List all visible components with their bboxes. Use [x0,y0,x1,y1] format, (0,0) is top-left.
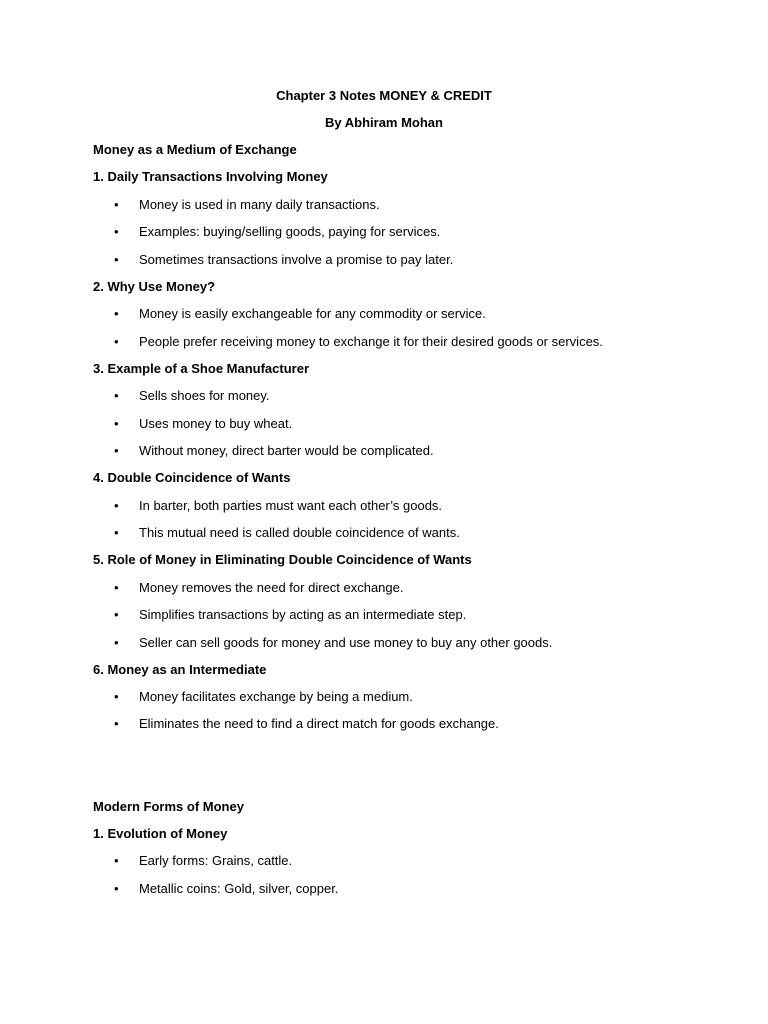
bullet-icon: • [114,197,119,212]
list-item [114,607,466,623]
list-item [114,224,440,240]
subsection-heading: 4. Double Coincidence of Wants [93,470,291,485]
list-item-text: Metallic coins: Gold, silver, copper. [139,881,339,896]
bullet-icon: • [114,252,119,267]
list-item [114,388,270,404]
list-item-text: Money removes the need for direct exchange. [139,580,404,595]
subsection-heading: 1. Evolution of Money [93,826,228,841]
document-author: By Abhiram Mohan [325,115,443,130]
section-heading: Modern Forms of Money [93,799,244,814]
bullet-icon: • [114,498,119,513]
bullet-icon: • [114,580,119,595]
list-item [114,197,380,213]
list-item [114,853,292,869]
bullet-icon: • [114,224,119,239]
bullet-icon: • [114,443,119,458]
list-item-text: Early forms: Grains, cattle. [139,853,293,868]
list-item-text: Eliminates the need to find a direct match for goods exchange. [139,716,499,731]
list-item-text: In barter, both parties must want each other’s goods. [139,498,443,513]
list-item [114,416,292,432]
list-item-text: Money is used in many daily transactions. [139,197,380,212]
bullet-icon: • [114,853,119,868]
bullet-icon: • [114,525,119,540]
list-item [114,306,486,322]
list-item [114,881,338,897]
list-item-text: Sells shoes for money. [139,388,270,403]
subsection-heading: 5. Role of Money in Eliminating Double Coincidence of Wants [93,552,472,567]
bullet-icon: • [114,689,119,704]
list-item [114,525,460,541]
bullet-icon: • [114,306,119,321]
list-item [114,252,453,268]
section-heading: Money as a Medium of Exchange [93,142,297,157]
subsection-heading: 1. Daily Transactions Involving Money [93,169,328,184]
list-item [114,635,552,651]
bullet-icon: • [114,416,119,431]
list-item-text: Without money, direct barter would be complicated. [139,443,434,458]
bullet-icon: • [114,334,119,349]
bullet-icon: • [114,881,119,896]
subsection-heading: 3. Example of a Shoe Manufacturer [93,361,310,376]
list-item-text: This mutual need is called double coincidence of wants. [139,525,460,540]
list-item [114,443,434,459]
list-item-text: Money facilitates exchange by being a medium. [139,689,413,704]
list-item [114,716,499,732]
subsection-heading: 2. Why Use Money? [93,279,216,294]
bullet-icon: • [114,716,119,731]
list-item-text: Sometimes transactions involve a promise to pay later. [139,252,454,267]
bullet-icon: • [114,635,119,650]
list-item-text: Simplifies transactions by acting as an intermediate step. [139,607,467,622]
list-item [114,498,442,514]
list-item-text: People prefer receiving money to exchange it for their desired goods or services. [139,334,603,349]
list-item-text: Seller can sell goods for money and use money to buy any other goods. [139,635,553,650]
list-item [114,580,403,596]
subsection-heading: 6. Money as an Intermediate [93,662,267,677]
list-item [114,334,603,350]
list-item-text: Uses money to buy wheat. [139,416,293,431]
bullet-icon: • [114,607,119,622]
list-item [114,689,413,705]
document-title: Chapter 3 Notes MONEY & CREDIT [276,88,492,103]
list-item-text: Money is easily exchangeable for any commodity or service. [139,306,486,321]
list-item-text: Examples: buying/selling goods, paying for services. [139,224,441,239]
bullet-icon: • [114,388,119,403]
